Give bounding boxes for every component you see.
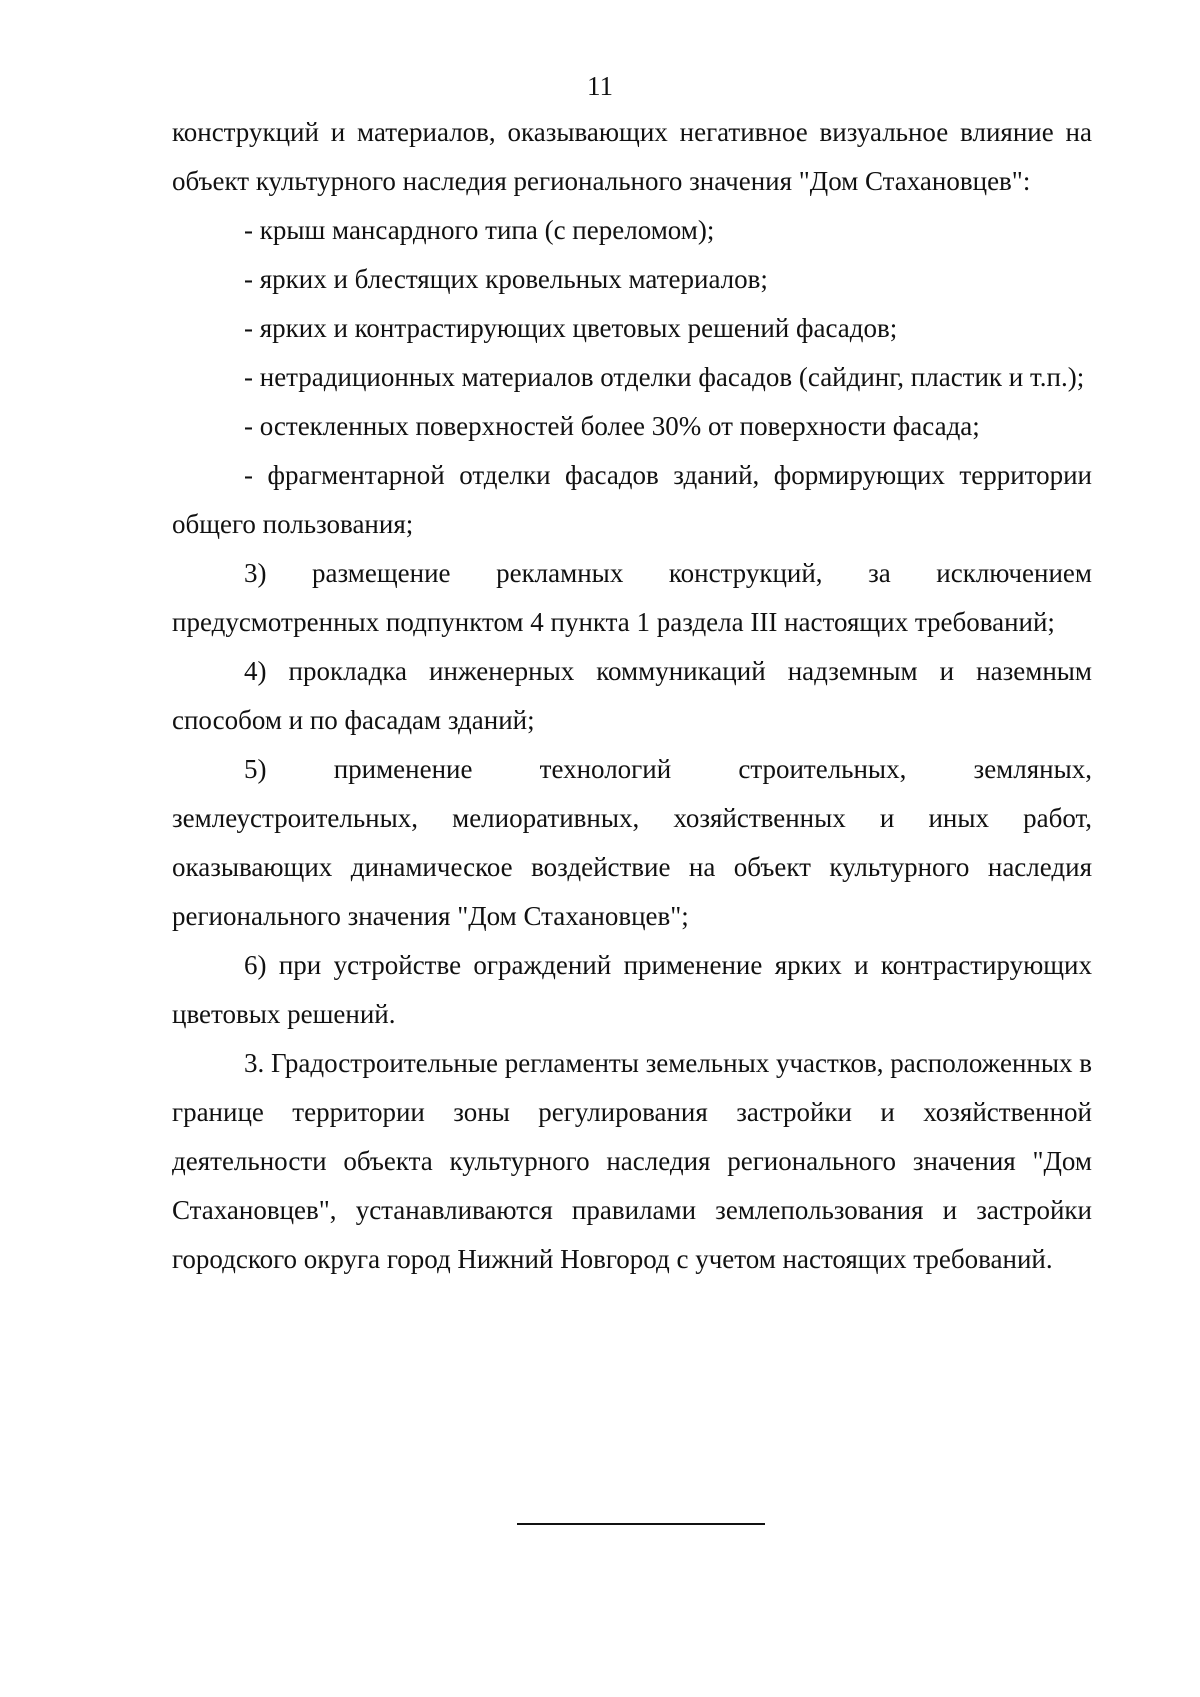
paragraph-item-3-advertising: 3) размещение рекламных конструкций, за исключением предусмотренных подпунктом 4 пункта 1 раздела III настоящих требований; [172, 558, 1092, 637]
page-number: 11 [587, 71, 613, 101]
paragraph-item-5-technologies: 5) применение технологий строительных, земляных, землеустроительных, мелиоративных, хозяйственных и иных работ, оказывающих динамическое воздействие на объект культурного наследия регионального значения "Дом Стахановцев"; [172, 754, 1092, 931]
list-item-mansard-roofs: - крыш мансардного типа (с переломом); [244, 215, 715, 245]
end-divider [517, 1523, 765, 1525]
list-item-contrast-colors: - ярких и контрастирующих цветовых решений фасадов; [244, 313, 898, 343]
paragraph-item-6-fences: 6) при устройстве ограждений применение ярких и контрастирующих цветовых решений. [172, 950, 1092, 1029]
paragraph-section-3-regulations: 3. Градостроительные регламенты земельных участков, расположенных в границе территории зоны регулирования застройки и хозяйственной деятельности объекта культурного наследия регионального значения "Дом Стахановцев", устанавливаются правилами землепользования и застройки городского округа город Нижний Новгород с учетом настоящих требований. [172, 1048, 1092, 1274]
paragraph-item-4-utilities: 4) прокладка инженерных коммуникаций надземным и наземным способом и по фасадам зданий; [172, 656, 1092, 735]
list-item-fragmentary-finish: - фрагментарной отделки фасадов зданий, формирующих территории общего пользования; [172, 460, 1092, 539]
document-body [172, 108, 1092, 1284]
list-item-bright-roofing: - ярких и блестящих кровельных материалов; [244, 264, 768, 294]
list-item-glazed-surfaces: - остекленных поверхностей более 30% от поверхности фасада; [244, 411, 980, 441]
paragraph-intro-continuation: конструкций и материалов, оказывающих негативное визуальное влияние на объект культурного наследия регионального значения "Дом Стахановцев": [172, 117, 1092, 196]
list-item-nontraditional-materials: - нетрадиционных материалов отделки фасадов (сайдинг, пластик и т.п.); [244, 362, 1085, 392]
